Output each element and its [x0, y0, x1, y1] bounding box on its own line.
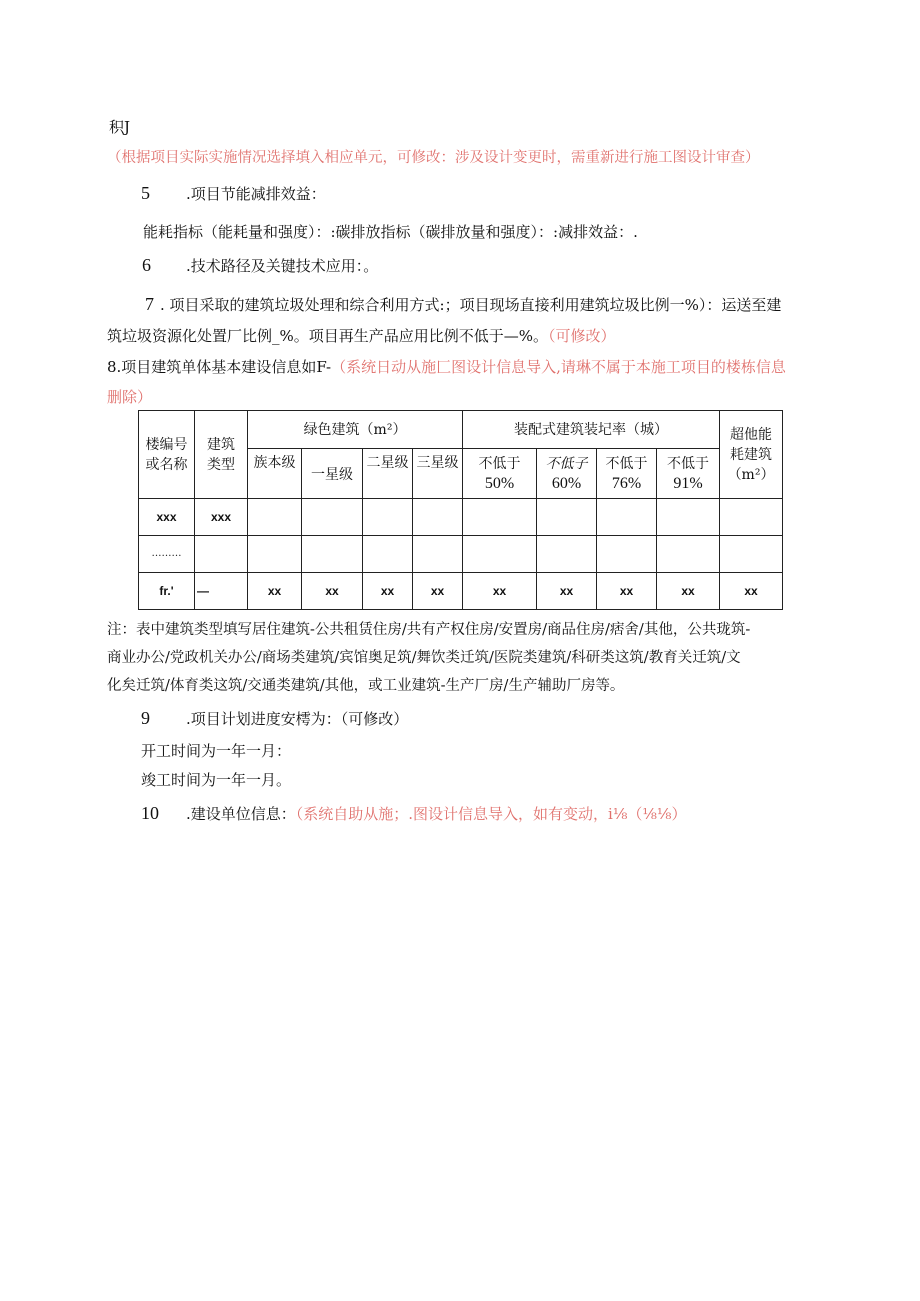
prefab-level-2-pct: 60% — [551, 474, 582, 492]
cell-empty — [363, 499, 413, 536]
table-note-line3: 化矣迁筑/体育类这筑/交通类建筑/其他，或工业建筑-生产厂房/生产辅助厂房等。 — [107, 678, 625, 694]
table-row — [139, 573, 783, 610]
prefab-level-2 — [537, 449, 597, 499]
green-level-3star: 三星级 — [413, 449, 463, 499]
cell-empty — [537, 536, 597, 573]
cell-empty — [413, 499, 463, 536]
building-info-table — [138, 410, 783, 610]
cell-empty — [302, 499, 363, 536]
table-note-line2: 商业办公/党政机关办公/商场类建筑/宾馆奥足筑/舞饮类迁筑/医院类建筑/科研类这筑/教育关迁筑/文 — [107, 650, 741, 666]
prefab-level-1-label: 不低于 — [478, 455, 521, 472]
section-9-start: 开工时间为一年一月： — [141, 742, 292, 760]
cell-building-no: xxx — [139, 499, 195, 536]
section-7-number: 7 — [145, 294, 154, 314]
cell-total-value: xx — [413, 573, 463, 610]
green-level-1star: 一星级 — [302, 449, 363, 499]
green-level-2star: 二星级 — [363, 449, 413, 499]
section-7-editable-note: （可修改） — [548, 327, 616, 345]
cell-empty — [657, 499, 720, 536]
section-7-line1: . 项目采取的建筑垃圾处理和综合利用方式:；项目现场直接利用建筑垃圾比例一%）：运送至建 — [160, 296, 782, 314]
section-9-title: .项目计划进度安樗为：（可修改） — [186, 710, 409, 728]
prefab-level-4 — [657, 449, 720, 499]
table-row — [139, 499, 783, 536]
header-building-no — [139, 411, 195, 499]
section-8-line1 — [107, 357, 786, 377]
prefab-level-2-label: 不低子 — [545, 455, 588, 472]
section-8-title: 8.项目建筑单体基本建设信息如F- — [107, 358, 332, 376]
cell-total-value: xx — [597, 573, 657, 610]
cell-empty — [720, 499, 783, 536]
header-prefab-rate: 装配式建筑装圮率（城） — [463, 411, 720, 449]
section-9-end: 竣工时间为一年一月。 — [141, 771, 292, 789]
section-9-number: 9 — [141, 708, 150, 728]
cell-total-value: xx — [463, 573, 537, 610]
prefab-level-3-pct: 76% — [611, 474, 642, 492]
header-building-no-l2: 或名称 — [145, 456, 188, 473]
cell-empty — [537, 499, 597, 536]
cell-total-label: fr.' — [139, 573, 195, 610]
cell-empty — [463, 536, 537, 573]
prefab-level-1-pct: 50% — [484, 474, 515, 492]
cell-total-value: xx — [537, 573, 597, 610]
cell-total-type: — — [195, 573, 248, 610]
cell-total-value: xx — [363, 573, 413, 610]
section-6-number: 6 — [142, 255, 151, 275]
cell-total-value: xx — [248, 573, 302, 610]
cell-total-value: xx — [302, 573, 363, 610]
cell-empty — [720, 536, 783, 573]
table-row — [139, 536, 783, 573]
green-level-basic: 族本级 — [248, 449, 302, 499]
cell-empty — [248, 499, 302, 536]
cell-empty — [463, 499, 537, 536]
header-building-type-l1: 建筑 — [207, 436, 235, 453]
section-10-line — [186, 804, 686, 824]
intro-line: 积J — [109, 118, 131, 136]
prefab-level-4-label: 不低于 — [667, 455, 710, 472]
section-5-title: .项目节能减排效益： — [186, 185, 326, 203]
section-8-note: （系统日动从施匚图设计信息导入,请琳不属于本施工项目的楼栋信息 — [331, 358, 786, 376]
prefab-level-1 — [463, 449, 537, 499]
cell-empty — [657, 536, 720, 573]
header-building-no-l1: 楼编号 — [145, 436, 188, 453]
cell-empty — [195, 536, 248, 573]
header-ultra-low-energy — [720, 411, 783, 499]
cell-ellipsis: ……… — [139, 536, 195, 573]
header-ultra-l2: 耗建筑 — [730, 446, 773, 463]
cell-empty — [597, 536, 657, 573]
cell-total-value: xx — [720, 573, 783, 610]
section-7-line2 — [107, 326, 616, 346]
header-building-type-l2: 类型 — [207, 456, 235, 473]
header-ultra-l3: （m²） — [727, 466, 775, 483]
cell-empty — [413, 536, 463, 573]
header-ultra-l1: 超他能 — [730, 426, 773, 443]
cell-empty — [302, 536, 363, 573]
prefab-level-3-label: 不低于 — [605, 455, 648, 472]
header-building-type — [195, 411, 248, 499]
cell-empty — [363, 536, 413, 573]
prefab-level-4-pct: 91% — [673, 474, 703, 492]
section-10-note: （系统自助从施；.图设计信息导入，如有变动，i⅛（⅛⅛） — [295, 805, 687, 823]
intro-note: （根据项目实际实施情况选择填入相应单元，可修改：涉及设计变更时，需重新进行施工图设计审查） — [107, 150, 760, 166]
section-5-number: 5 — [141, 183, 150, 203]
cell-empty — [597, 499, 657, 536]
cell-total-value: xx — [657, 573, 720, 610]
header-green-building: 绿色建筑（m²） — [248, 411, 463, 449]
cell-building-type: xxx — [195, 499, 248, 536]
section-8-note-cont: 删除） — [107, 388, 153, 406]
prefab-level-3 — [597, 449, 657, 499]
section-10-number: 10 — [141, 803, 159, 823]
section-7-line2-text: 筑垃圾资源化处置厂比例_%。项目再生产品应用比例不低于—%。 — [107, 327, 549, 345]
table-note-line1: 注：表中建筑类型填写居住建筑-公共租赁住房/共有产权住房/安置房/商品住房/痞舍/其他，公共珑筑- — [107, 622, 751, 638]
section-5-body: 能耗指标（能耗量和强度）：:碳排放指标（碳排放量和强度）：:减排效益：. — [143, 223, 638, 241]
section-6-title: .技术路径及关键技术应用：。 — [186, 257, 379, 275]
cell-empty — [248, 536, 302, 573]
section-10-title: .建设单位信息： — [186, 805, 296, 823]
